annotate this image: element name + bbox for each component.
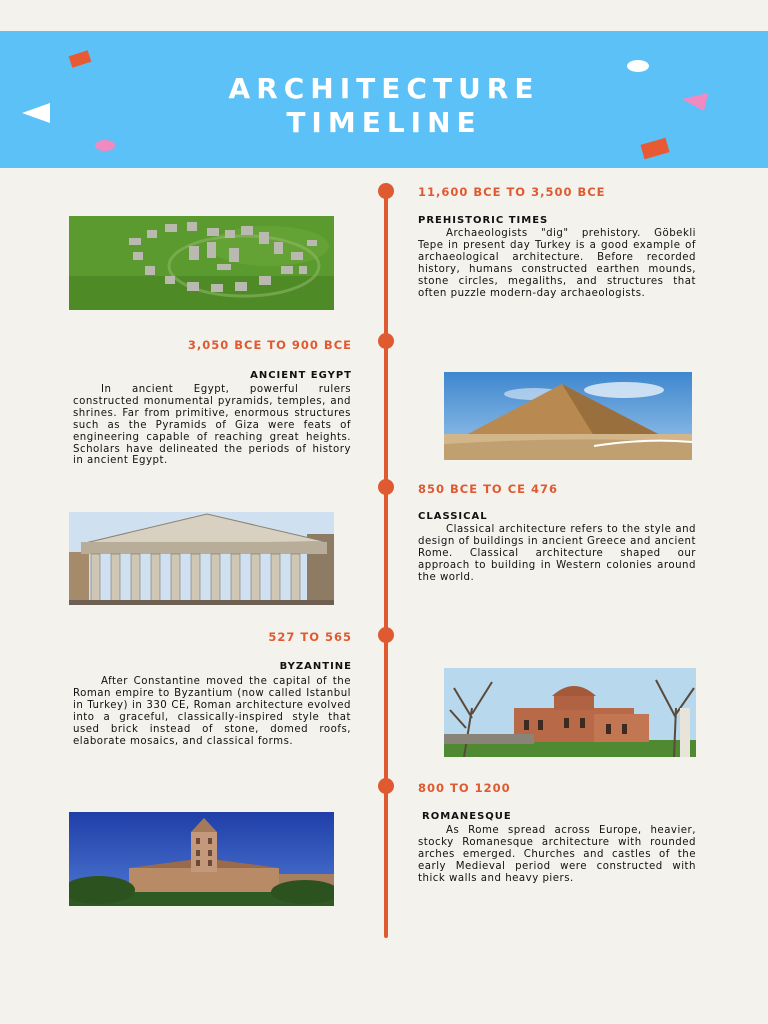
- timeline-dot-3: [378, 479, 394, 495]
- timeline-line: [384, 186, 388, 938]
- romanesque-basilica-image: [69, 812, 334, 906]
- entry-text-egypt: In ancient Egypt, powerful rulers constructed monumental pyramids, temples, and shrines. Far from primitive, enormous structures such as the Pyramids of Giza were feats of engineering capable of reaching great heights. Scholars have delineated the periods of history in ancient Egypt.: [73, 384, 351, 467]
- entry-date-egypt: 3,050 BCE TO 900 BCE: [187, 338, 352, 352]
- entry-date-prehistoric: 11,600 BCE TO 3,500 BCE: [418, 185, 606, 199]
- entry-heading-romanesque: ROMANESQUE: [422, 811, 512, 822]
- page-title: [0, 72, 768, 140]
- confetti-orange-square-icon: [69, 50, 92, 68]
- confetti-pink-oval-icon: [95, 140, 115, 151]
- stonehenge-aerial-image: [69, 216, 334, 310]
- entry-text-classical: Classical architecture refers to the style and design of buildings in ancient Greece and ancient Rome. Classical architecture shaped our approach to building in Western colonies around the world.: [418, 524, 696, 583]
- timeline-dot-1: [378, 183, 394, 199]
- confetti-white-oval-icon: [627, 60, 649, 72]
- byzantine-church-image: [444, 668, 696, 757]
- header-banner: [0, 31, 768, 168]
- entry-date-romanesque: 800 TO 1200: [418, 781, 511, 795]
- entry-text-romanesque: As Rome spread across Europe, heavier, stocky Romanesque architecture with rounded arches emerged. Churches and castles of the early Medieval period were constructed with thick walls and heavy piers.: [418, 825, 696, 884]
- entry-heading-egypt: ANCIENT EGYPT: [250, 370, 352, 381]
- entry-heading-byzantine: BYZANTINE: [279, 661, 352, 672]
- confetti-orange-diamond-icon: [640, 138, 669, 160]
- timeline-dot-4: [378, 627, 394, 643]
- entry-heading-prehistoric: PREHISTORIC TIMES: [418, 215, 549, 226]
- timeline-dot-2: [378, 333, 394, 349]
- title-line-1: ARCHITECTURE: [228, 72, 540, 105]
- pantheon-image: [69, 512, 334, 605]
- entry-heading-classical: CLASSICAL: [418, 511, 488, 522]
- title-line-2: TIMELINE: [286, 106, 482, 139]
- entry-text-byzantine: After Constantine moved the capital of the Roman empire to Byzantium (now called Istanbul in Turkey) in 330 CE, Roman architecture evolved into a graceful, classically-inspired style that used brick instead of stone, domed roofs, elaborate mosaics, and classical forms.: [73, 676, 351, 747]
- pyramid-image: [444, 372, 692, 460]
- entry-text-prehistoric: Archaeologists "dig" prehistory. Göbekli Tepe in present day Turkey is a good example of archaeological architecture. Before recorded history, humans constructed earthen mounds, stone circles, megaliths, and structures that often puzzle modern-day archaeologists.: [418, 228, 696, 299]
- entry-date-classical: 850 BCE TO CE 476: [418, 482, 559, 496]
- timeline-dot-5: [378, 778, 394, 794]
- entry-date-byzantine: 527 TO 565: [268, 630, 352, 644]
